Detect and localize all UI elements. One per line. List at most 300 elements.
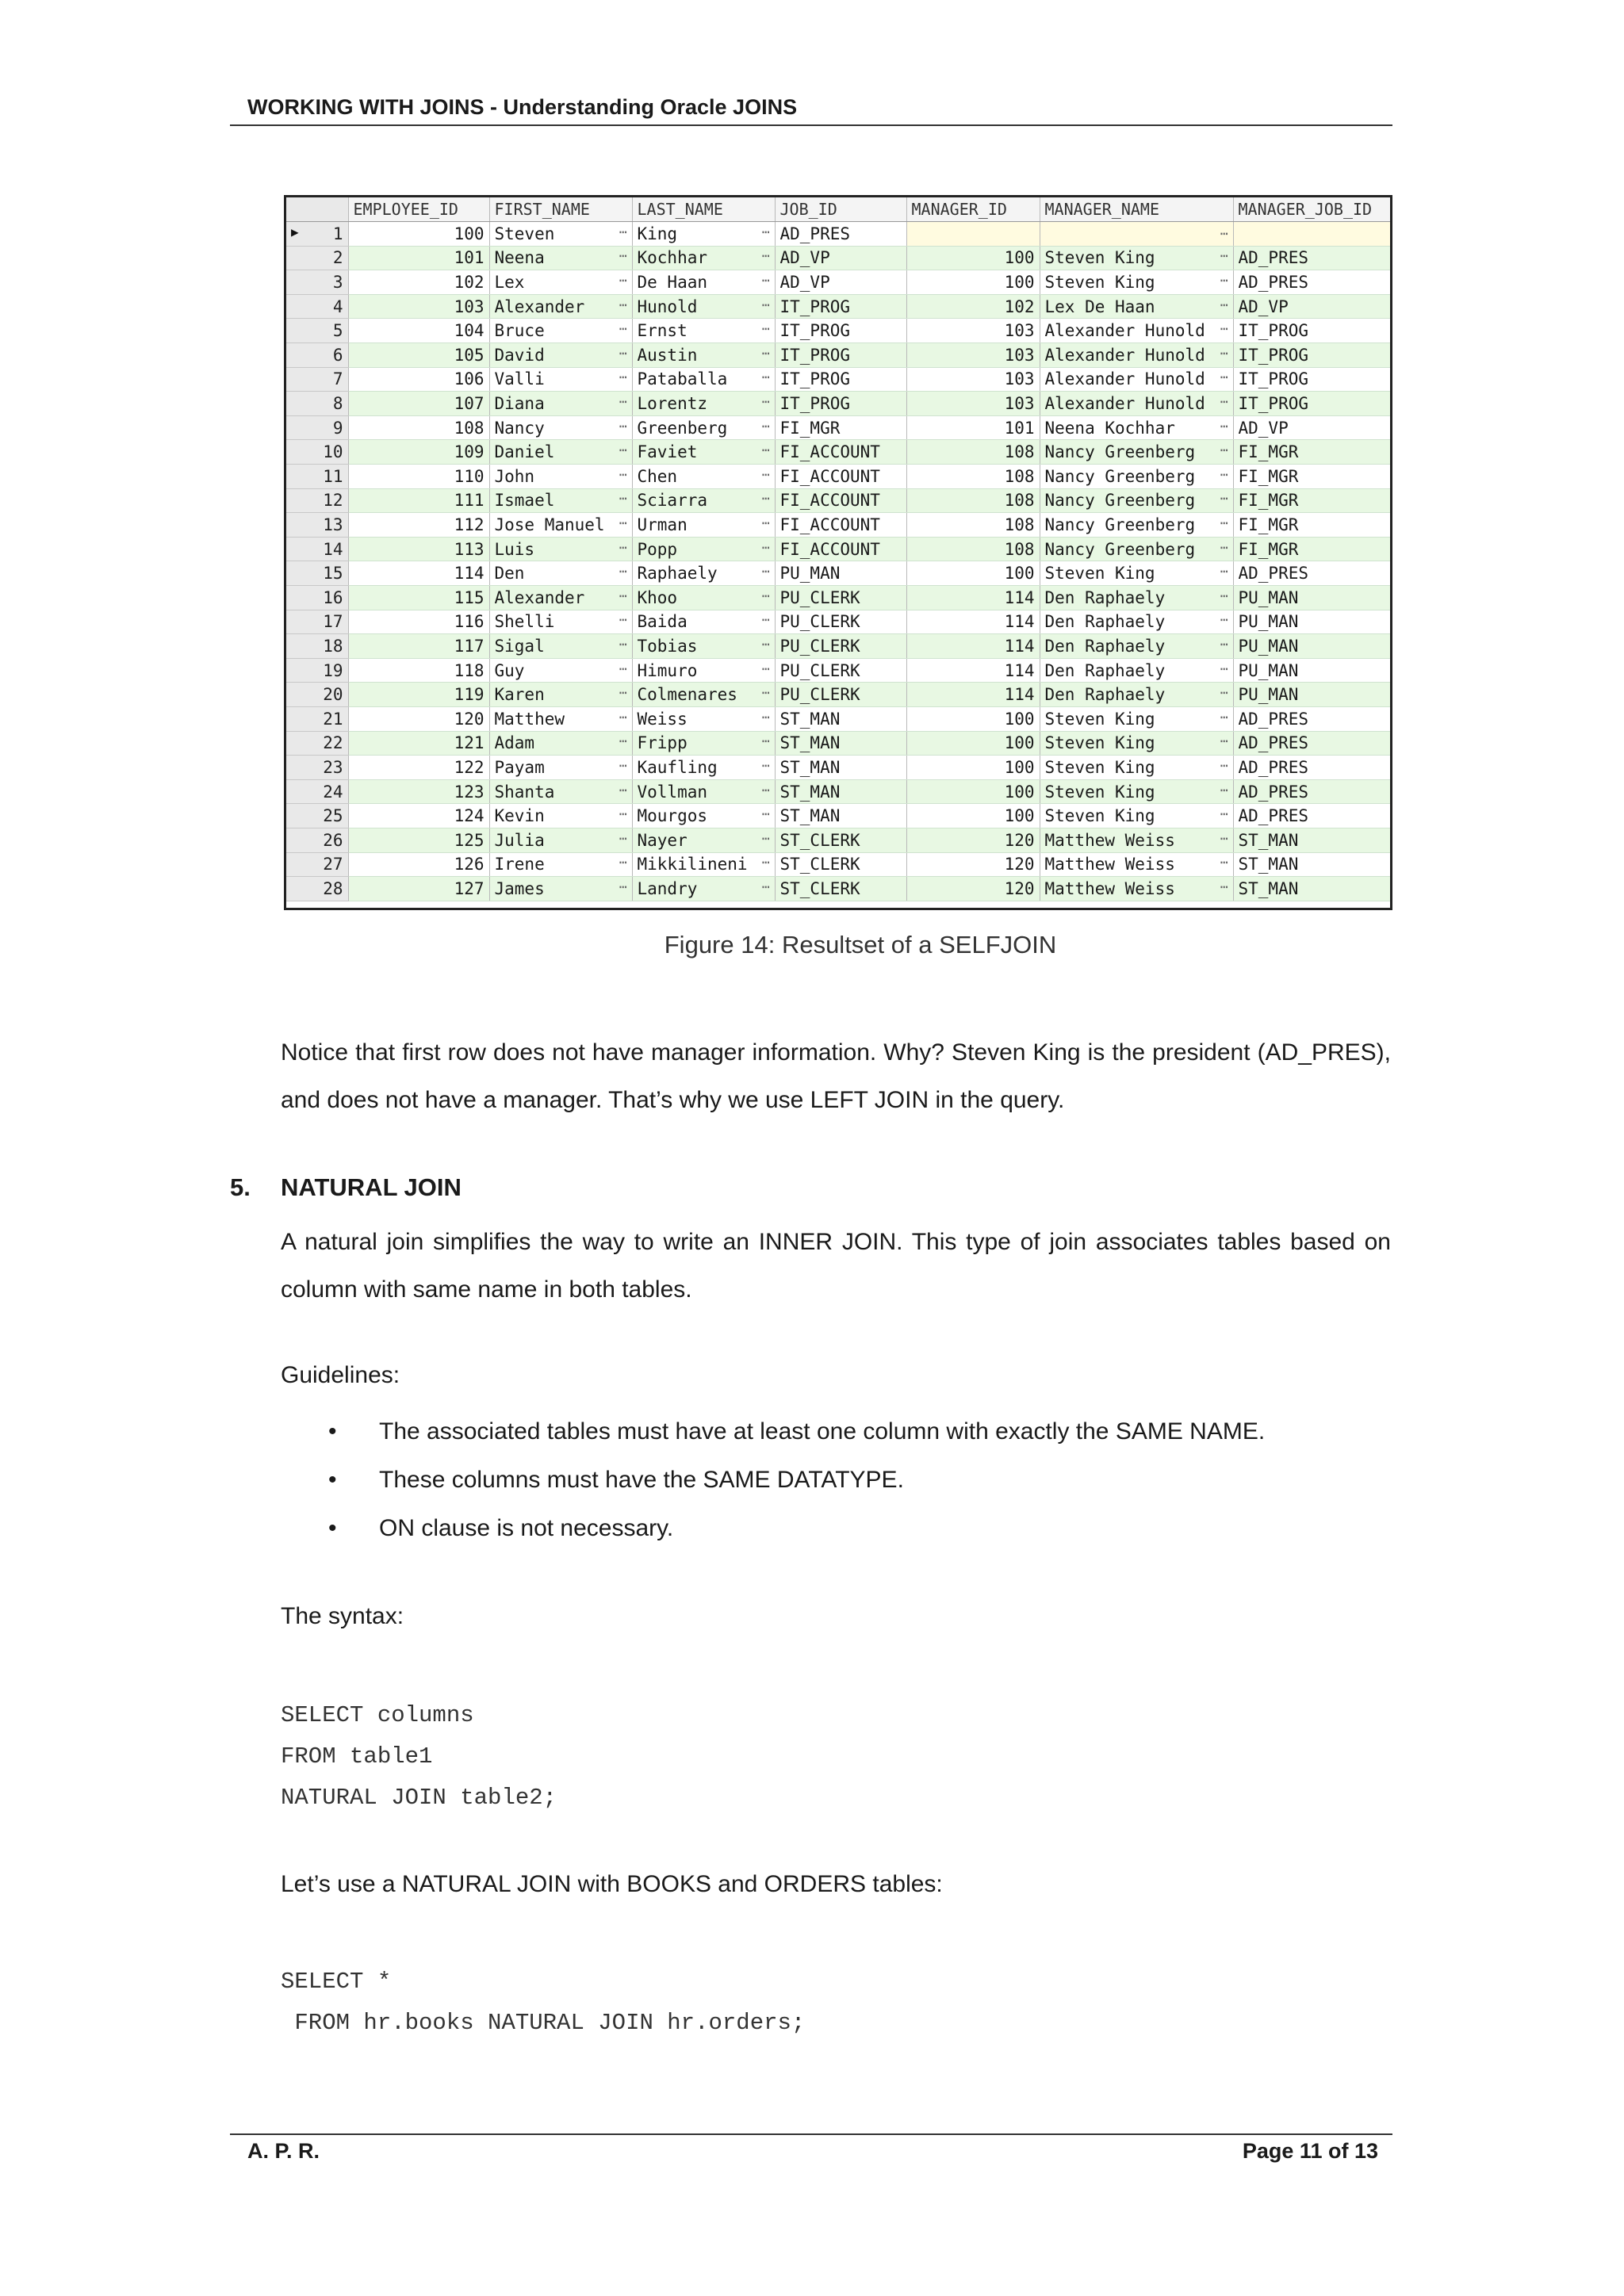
table-row[interactable]	[286, 488, 1390, 513]
table-row[interactable]	[286, 294, 1390, 319]
table-row[interactable]	[286, 415, 1390, 440]
table-row[interactable]	[286, 804, 1390, 828]
table-cell[interactable]	[1233, 706, 1390, 731]
table-row[interactable]	[286, 222, 1390, 247]
table-cell[interactable]	[632, 537, 775, 561]
cell-ellipsis-icon[interactable]: ⋯	[1220, 612, 1228, 628]
cell-ellipsis-icon[interactable]: ⋯	[761, 782, 770, 798]
table-cell[interactable]	[489, 828, 632, 852]
table-cell[interactable]	[906, 779, 1040, 804]
table-cell[interactable]	[1233, 246, 1390, 270]
table-cell[interactable]	[775, 586, 906, 610]
table-row[interactable]	[286, 852, 1390, 877]
table-cell[interactable]	[1040, 537, 1233, 561]
table-cell[interactable]	[1040, 440, 1233, 465]
cell-ellipsis-icon[interactable]: ⋯	[1220, 418, 1228, 434]
table-cell[interactable]	[348, 610, 489, 634]
table-cell[interactable]	[632, 246, 775, 270]
cell-ellipsis-icon[interactable]: ⋯	[1220, 587, 1228, 603]
table-cell[interactable]	[1040, 319, 1233, 343]
table-row[interactable]	[286, 392, 1390, 416]
table-cell[interactable]	[1040, 877, 1233, 901]
table-cell[interactable]	[775, 465, 906, 489]
cell-ellipsis-icon[interactable]: ⋯	[761, 321, 770, 337]
cell-ellipsis-icon[interactable]: ⋯	[619, 830, 627, 846]
cell-ellipsis-icon[interactable]: ⋯	[1220, 564, 1228, 580]
cell-ellipsis-icon[interactable]: ⋯	[619, 345, 627, 361]
cell-ellipsis-icon[interactable]: ⋯	[619, 564, 627, 580]
table-row[interactable]	[286, 731, 1390, 756]
table-cell[interactable]	[489, 804, 632, 828]
table-cell[interactable]	[1233, 465, 1390, 489]
table-row[interactable]	[286, 683, 1390, 707]
cell-ellipsis-icon[interactable]: ⋯	[1220, 757, 1228, 773]
table-cell[interactable]	[348, 634, 489, 659]
table-cell[interactable]	[906, 294, 1040, 319]
table-row[interactable]	[286, 246, 1390, 270]
table-cell[interactable]	[1233, 852, 1390, 877]
table-cell[interactable]	[1040, 488, 1233, 513]
table-row[interactable]	[286, 537, 1390, 561]
table-cell[interactable]	[632, 561, 775, 586]
cell-ellipsis-icon[interactable]: ⋯	[1220, 806, 1228, 822]
table-cell[interactable]	[775, 610, 906, 634]
cell-ellipsis-icon[interactable]: ⋯	[619, 491, 627, 507]
cell-ellipsis-icon[interactable]: ⋯	[761, 224, 770, 239]
table-cell[interactable]	[775, 222, 906, 247]
table-cell[interactable]	[906, 804, 1040, 828]
table-cell[interactable]	[489, 634, 632, 659]
table-cell[interactable]	[632, 465, 775, 489]
table-cell[interactable]	[906, 465, 1040, 489]
column-header[interactable]: LAST_NAME	[632, 197, 775, 222]
table-cell[interactable]	[489, 319, 632, 343]
table-cell[interactable]	[348, 731, 489, 756]
table-row[interactable]	[286, 877, 1390, 901]
cell-ellipsis-icon[interactable]: ⋯	[761, 394, 770, 410]
table-cell[interactable]	[632, 828, 775, 852]
table-cell[interactable]	[632, 319, 775, 343]
cell-ellipsis-icon[interactable]: ⋯	[761, 612, 770, 628]
table-cell[interactable]	[906, 683, 1040, 707]
cell-ellipsis-icon[interactable]: ⋯	[619, 757, 627, 773]
table-cell[interactable]	[348, 537, 489, 561]
table-cell[interactable]	[1233, 537, 1390, 561]
table-cell[interactable]	[632, 294, 775, 319]
cell-ellipsis-icon[interactable]: ⋯	[619, 685, 627, 701]
table-cell[interactable]	[1233, 392, 1390, 416]
table-cell[interactable]	[775, 779, 906, 804]
table-cell[interactable]	[906, 706, 1040, 731]
table-cell[interactable]	[348, 415, 489, 440]
table-cell[interactable]	[775, 731, 906, 756]
table-cell[interactable]	[775, 294, 906, 319]
table-cell[interactable]	[906, 537, 1040, 561]
table-cell[interactable]	[489, 561, 632, 586]
table-cell[interactable]	[1040, 731, 1233, 756]
table-cell[interactable]	[1233, 658, 1390, 683]
table-cell[interactable]	[906, 561, 1040, 586]
cell-ellipsis-icon[interactable]: ⋯	[761, 709, 770, 725]
table-cell[interactable]	[1040, 779, 1233, 804]
table-cell[interactable]	[775, 488, 906, 513]
table-row[interactable]	[286, 270, 1390, 295]
cell-ellipsis-icon[interactable]: ⋯	[1220, 226, 1228, 242]
cell-ellipsis-icon[interactable]: ⋯	[761, 564, 770, 580]
table-cell[interactable]	[348, 513, 489, 538]
cell-ellipsis-icon[interactable]: ⋯	[619, 418, 627, 434]
table-cell[interactable]	[348, 343, 489, 368]
table-cell[interactable]	[348, 586, 489, 610]
cell-ellipsis-icon[interactable]: ⋯	[619, 297, 627, 312]
table-cell[interactable]	[1040, 294, 1233, 319]
table-cell[interactable]	[489, 756, 632, 780]
cell-ellipsis-icon[interactable]: ⋯	[761, 273, 770, 289]
table-cell[interactable]	[906, 634, 1040, 659]
table-row[interactable]	[286, 513, 1390, 538]
table-cell[interactable]	[348, 294, 489, 319]
table-cell[interactable]	[632, 779, 775, 804]
table-cell[interactable]	[348, 392, 489, 416]
table-cell[interactable]	[1233, 779, 1390, 804]
table-row[interactable]	[286, 634, 1390, 659]
table-cell[interactable]	[1040, 561, 1233, 586]
table-cell[interactable]	[906, 440, 1040, 465]
table-cell[interactable]	[1040, 756, 1233, 780]
table-cell[interactable]	[632, 658, 775, 683]
column-header[interactable]: MANAGER_ID	[906, 197, 1040, 222]
cell-ellipsis-icon[interactable]: ⋯	[619, 636, 627, 652]
cell-ellipsis-icon[interactable]: ⋯	[619, 660, 627, 676]
cell-ellipsis-icon[interactable]: ⋯	[619, 709, 627, 725]
table-cell[interactable]	[348, 852, 489, 877]
column-header[interactable]: JOB_ID	[775, 197, 906, 222]
cell-ellipsis-icon[interactable]: ⋯	[761, 297, 770, 312]
table-cell[interactable]	[632, 222, 775, 247]
table-cell[interactable]	[632, 270, 775, 295]
table-cell[interactable]	[1040, 415, 1233, 440]
cell-ellipsis-icon[interactable]: ⋯	[1220, 515, 1228, 531]
table-cell[interactable]	[348, 367, 489, 392]
table-cell[interactable]	[489, 658, 632, 683]
table-cell[interactable]	[632, 586, 775, 610]
cell-ellipsis-icon[interactable]: ⋯	[761, 587, 770, 603]
cell-ellipsis-icon[interactable]: ⋯	[761, 248, 770, 264]
table-cell[interactable]	[348, 683, 489, 707]
table-cell[interactable]	[348, 270, 489, 295]
table-cell[interactable]	[489, 440, 632, 465]
table-cell[interactable]	[489, 270, 632, 295]
table-cell[interactable]	[632, 731, 775, 756]
table-cell[interactable]	[1040, 367, 1233, 392]
table-cell[interactable]	[1040, 270, 1233, 295]
cell-ellipsis-icon[interactable]: ⋯	[619, 612, 627, 628]
column-header[interactable]: EMPLOYEE_ID	[348, 197, 489, 222]
table-cell[interactable]	[632, 610, 775, 634]
column-header[interactable]: MANAGER_JOB_ID	[1233, 197, 1390, 222]
table-cell[interactable]	[1040, 828, 1233, 852]
cell-ellipsis-icon[interactable]: ⋯	[619, 248, 627, 264]
table-cell[interactable]	[489, 367, 632, 392]
cell-ellipsis-icon[interactable]: ⋯	[619, 539, 627, 555]
table-cell[interactable]	[1233, 222, 1390, 247]
table-cell[interactable]	[775, 415, 906, 440]
cell-ellipsis-icon[interactable]: ⋯	[761, 515, 770, 531]
cell-ellipsis-icon[interactable]: ⋯	[1220, 321, 1228, 337]
table-cell[interactable]	[1040, 804, 1233, 828]
table-cell[interactable]	[1040, 586, 1233, 610]
table-cell[interactable]	[1233, 488, 1390, 513]
table-cell[interactable]	[632, 756, 775, 780]
table-cell[interactable]	[489, 683, 632, 707]
table-cell[interactable]	[489, 537, 632, 561]
table-row[interactable]	[286, 586, 1390, 610]
table-cell[interactable]	[489, 610, 632, 634]
table-row[interactable]	[286, 319, 1390, 343]
table-cell[interactable]	[775, 319, 906, 343]
table-cell[interactable]	[775, 706, 906, 731]
table-cell[interactable]	[632, 343, 775, 368]
table-cell[interactable]	[489, 415, 632, 440]
table-cell[interactable]	[1233, 877, 1390, 901]
table-cell[interactable]	[348, 877, 489, 901]
table-cell[interactable]	[775, 367, 906, 392]
table-cell[interactable]	[1233, 561, 1390, 586]
table-cell[interactable]	[1040, 706, 1233, 731]
cell-ellipsis-icon[interactable]: ⋯	[619, 782, 627, 798]
table-cell[interactable]	[775, 561, 906, 586]
table-cell[interactable]	[906, 319, 1040, 343]
table-cell[interactable]	[489, 392, 632, 416]
table-row[interactable]	[286, 706, 1390, 731]
table-cell[interactable]	[489, 294, 632, 319]
table-cell[interactable]	[348, 658, 489, 683]
table-cell[interactable]	[1040, 392, 1233, 416]
table-cell[interactable]	[348, 561, 489, 586]
table-cell[interactable]	[1040, 465, 1233, 489]
column-header[interactable]: FIRST_NAME	[489, 197, 632, 222]
cell-ellipsis-icon[interactable]: ⋯	[761, 685, 770, 701]
table-cell[interactable]	[1233, 270, 1390, 295]
table-cell[interactable]	[1233, 319, 1390, 343]
table-cell[interactable]	[489, 706, 632, 731]
cell-ellipsis-icon[interactable]: ⋯	[1220, 442, 1228, 458]
table-cell[interactable]	[1233, 343, 1390, 368]
table-cell[interactable]	[775, 270, 906, 295]
table-cell[interactable]	[1040, 683, 1233, 707]
table-cell[interactable]	[1040, 343, 1233, 368]
table-cell[interactable]	[1040, 513, 1233, 538]
table-cell[interactable]	[906, 415, 1040, 440]
cell-ellipsis-icon[interactable]: ⋯	[1220, 878, 1228, 894]
table-cell[interactable]	[775, 343, 906, 368]
table-cell[interactable]	[632, 852, 775, 877]
table-cell[interactable]	[906, 513, 1040, 538]
table-cell[interactable]	[906, 658, 1040, 683]
table-cell[interactable]	[1233, 513, 1390, 538]
table-cell[interactable]	[489, 731, 632, 756]
table-cell[interactable]	[906, 828, 1040, 852]
table-cell[interactable]	[632, 877, 775, 901]
table-cell[interactable]	[1233, 731, 1390, 756]
table-cell[interactable]	[775, 658, 906, 683]
cell-ellipsis-icon[interactable]: ⋯	[761, 855, 770, 871]
cell-ellipsis-icon[interactable]: ⋯	[1220, 345, 1228, 361]
table-row[interactable]	[286, 440, 1390, 465]
table-cell[interactable]	[632, 804, 775, 828]
table-cell[interactable]	[775, 537, 906, 561]
table-cell[interactable]	[489, 586, 632, 610]
table-cell[interactable]	[1233, 415, 1390, 440]
cell-ellipsis-icon[interactable]: ⋯	[761, 733, 770, 749]
table-cell[interactable]	[348, 804, 489, 828]
table-cell[interactable]	[632, 440, 775, 465]
cell-ellipsis-icon[interactable]: ⋯	[1220, 369, 1228, 385]
cell-ellipsis-icon[interactable]: ⋯	[619, 587, 627, 603]
cell-ellipsis-icon[interactable]: ⋯	[619, 321, 627, 337]
table-cell[interactable]	[775, 804, 906, 828]
table-cell[interactable]	[348, 440, 489, 465]
table-cell[interactable]	[906, 586, 1040, 610]
table-cell[interactable]	[906, 488, 1040, 513]
table-cell[interactable]	[906, 367, 1040, 392]
cell-ellipsis-icon[interactable]: ⋯	[619, 855, 627, 871]
table-cell[interactable]	[906, 222, 1040, 247]
cell-ellipsis-icon[interactable]: ⋯	[1220, 394, 1228, 410]
table-cell[interactable]	[906, 731, 1040, 756]
table-cell[interactable]	[906, 246, 1040, 270]
table-row[interactable]	[286, 756, 1390, 780]
cell-ellipsis-icon[interactable]: ⋯	[1220, 685, 1228, 701]
cell-ellipsis-icon[interactable]: ⋯	[761, 345, 770, 361]
table-cell[interactable]	[1040, 610, 1233, 634]
cell-ellipsis-icon[interactable]: ⋯	[761, 418, 770, 434]
cell-ellipsis-icon[interactable]: ⋯	[1220, 830, 1228, 846]
table-cell[interactable]	[1233, 440, 1390, 465]
table-cell[interactable]	[348, 706, 489, 731]
table-cell[interactable]	[1233, 756, 1390, 780]
table-cell[interactable]	[348, 465, 489, 489]
cell-ellipsis-icon[interactable]: ⋯	[619, 466, 627, 482]
table-cell[interactable]	[775, 246, 906, 270]
table-cell[interactable]	[775, 392, 906, 416]
table-row[interactable]	[286, 561, 1390, 586]
table-cell[interactable]	[489, 852, 632, 877]
table-cell[interactable]	[775, 634, 906, 659]
cell-ellipsis-icon[interactable]: ⋯	[619, 273, 627, 289]
table-cell[interactable]	[348, 779, 489, 804]
table-cell[interactable]	[906, 392, 1040, 416]
table-row[interactable]	[286, 610, 1390, 634]
table-cell[interactable]	[348, 319, 489, 343]
cell-ellipsis-icon[interactable]: ⋯	[619, 224, 627, 239]
table-cell[interactable]	[775, 852, 906, 877]
cell-ellipsis-icon[interactable]: ⋯	[1220, 855, 1228, 871]
cell-ellipsis-icon[interactable]: ⋯	[1220, 709, 1228, 725]
table-cell[interactable]	[1233, 634, 1390, 659]
table-cell[interactable]	[1233, 828, 1390, 852]
table-cell[interactable]	[489, 465, 632, 489]
table-cell[interactable]	[632, 513, 775, 538]
cell-ellipsis-icon[interactable]: ⋯	[1220, 466, 1228, 482]
table-cell[interactable]	[1040, 852, 1233, 877]
table-cell[interactable]	[1233, 610, 1390, 634]
table-cell[interactable]	[1233, 367, 1390, 392]
table-cell[interactable]	[489, 222, 632, 247]
table-row[interactable]	[286, 343, 1390, 368]
table-cell[interactable]	[906, 610, 1040, 634]
cell-ellipsis-icon[interactable]: ⋯	[1220, 297, 1228, 312]
table-cell[interactable]	[1233, 804, 1390, 828]
table-cell[interactable]	[906, 877, 1040, 901]
table-cell[interactable]	[1233, 294, 1390, 319]
column-header[interactable]: MANAGER_NAME	[1040, 197, 1233, 222]
cell-ellipsis-icon[interactable]: ⋯	[619, 442, 627, 458]
table-cell[interactable]	[775, 440, 906, 465]
cell-ellipsis-icon[interactable]: ⋯	[619, 515, 627, 531]
cell-ellipsis-icon[interactable]: ⋯	[619, 394, 627, 410]
cell-ellipsis-icon[interactable]: ⋯	[1220, 782, 1228, 798]
table-cell[interactable]	[632, 367, 775, 392]
cell-ellipsis-icon[interactable]: ⋯	[761, 830, 770, 846]
table-cell[interactable]	[1233, 586, 1390, 610]
table-cell[interactable]	[632, 392, 775, 416]
table-cell[interactable]	[775, 828, 906, 852]
cell-ellipsis-icon[interactable]: ⋯	[761, 878, 770, 894]
cell-ellipsis-icon[interactable]: ⋯	[1220, 660, 1228, 676]
cell-ellipsis-icon[interactable]: ⋯	[761, 369, 770, 385]
table-cell[interactable]	[632, 683, 775, 707]
cell-ellipsis-icon[interactable]: ⋯	[1220, 636, 1228, 652]
table-cell[interactable]	[775, 513, 906, 538]
table-cell[interactable]	[1233, 683, 1390, 707]
table-cell[interactable]	[906, 852, 1040, 877]
cell-ellipsis-icon[interactable]: ⋯	[761, 660, 770, 676]
cell-ellipsis-icon[interactable]: ⋯	[619, 733, 627, 749]
table-row[interactable]	[286, 779, 1390, 804]
cell-ellipsis-icon[interactable]: ⋯	[1220, 733, 1228, 749]
table-cell[interactable]	[906, 270, 1040, 295]
cell-ellipsis-icon[interactable]: ⋯	[761, 466, 770, 482]
cell-ellipsis-icon[interactable]: ⋯	[761, 757, 770, 773]
table-cell[interactable]	[348, 222, 489, 247]
table-cell[interactable]	[348, 488, 489, 513]
table-cell[interactable]	[1040, 222, 1233, 247]
table-cell[interactable]	[489, 246, 632, 270]
table-cell[interactable]	[775, 877, 906, 901]
table-cell[interactable]	[906, 756, 1040, 780]
cell-ellipsis-icon[interactable]: ⋯	[761, 491, 770, 507]
table-cell[interactable]	[632, 634, 775, 659]
table-row[interactable]	[286, 367, 1390, 392]
table-cell[interactable]	[348, 828, 489, 852]
table-cell[interactable]	[632, 706, 775, 731]
cell-ellipsis-icon[interactable]: ⋯	[761, 806, 770, 822]
cell-ellipsis-icon[interactable]: ⋯	[761, 539, 770, 555]
table-cell[interactable]	[489, 488, 632, 513]
table-cell[interactable]	[775, 683, 906, 707]
cell-ellipsis-icon[interactable]: ⋯	[761, 636, 770, 652]
cell-ellipsis-icon[interactable]: ⋯	[619, 806, 627, 822]
cell-ellipsis-icon[interactable]: ⋯	[1220, 273, 1228, 289]
table-cell[interactable]	[632, 415, 775, 440]
table-cell[interactable]	[489, 343, 632, 368]
table-cell[interactable]	[1040, 246, 1233, 270]
table-cell[interactable]	[775, 756, 906, 780]
table-cell[interactable]	[489, 779, 632, 804]
table-cell[interactable]	[348, 756, 489, 780]
cell-ellipsis-icon[interactable]: ⋯	[1220, 491, 1228, 507]
